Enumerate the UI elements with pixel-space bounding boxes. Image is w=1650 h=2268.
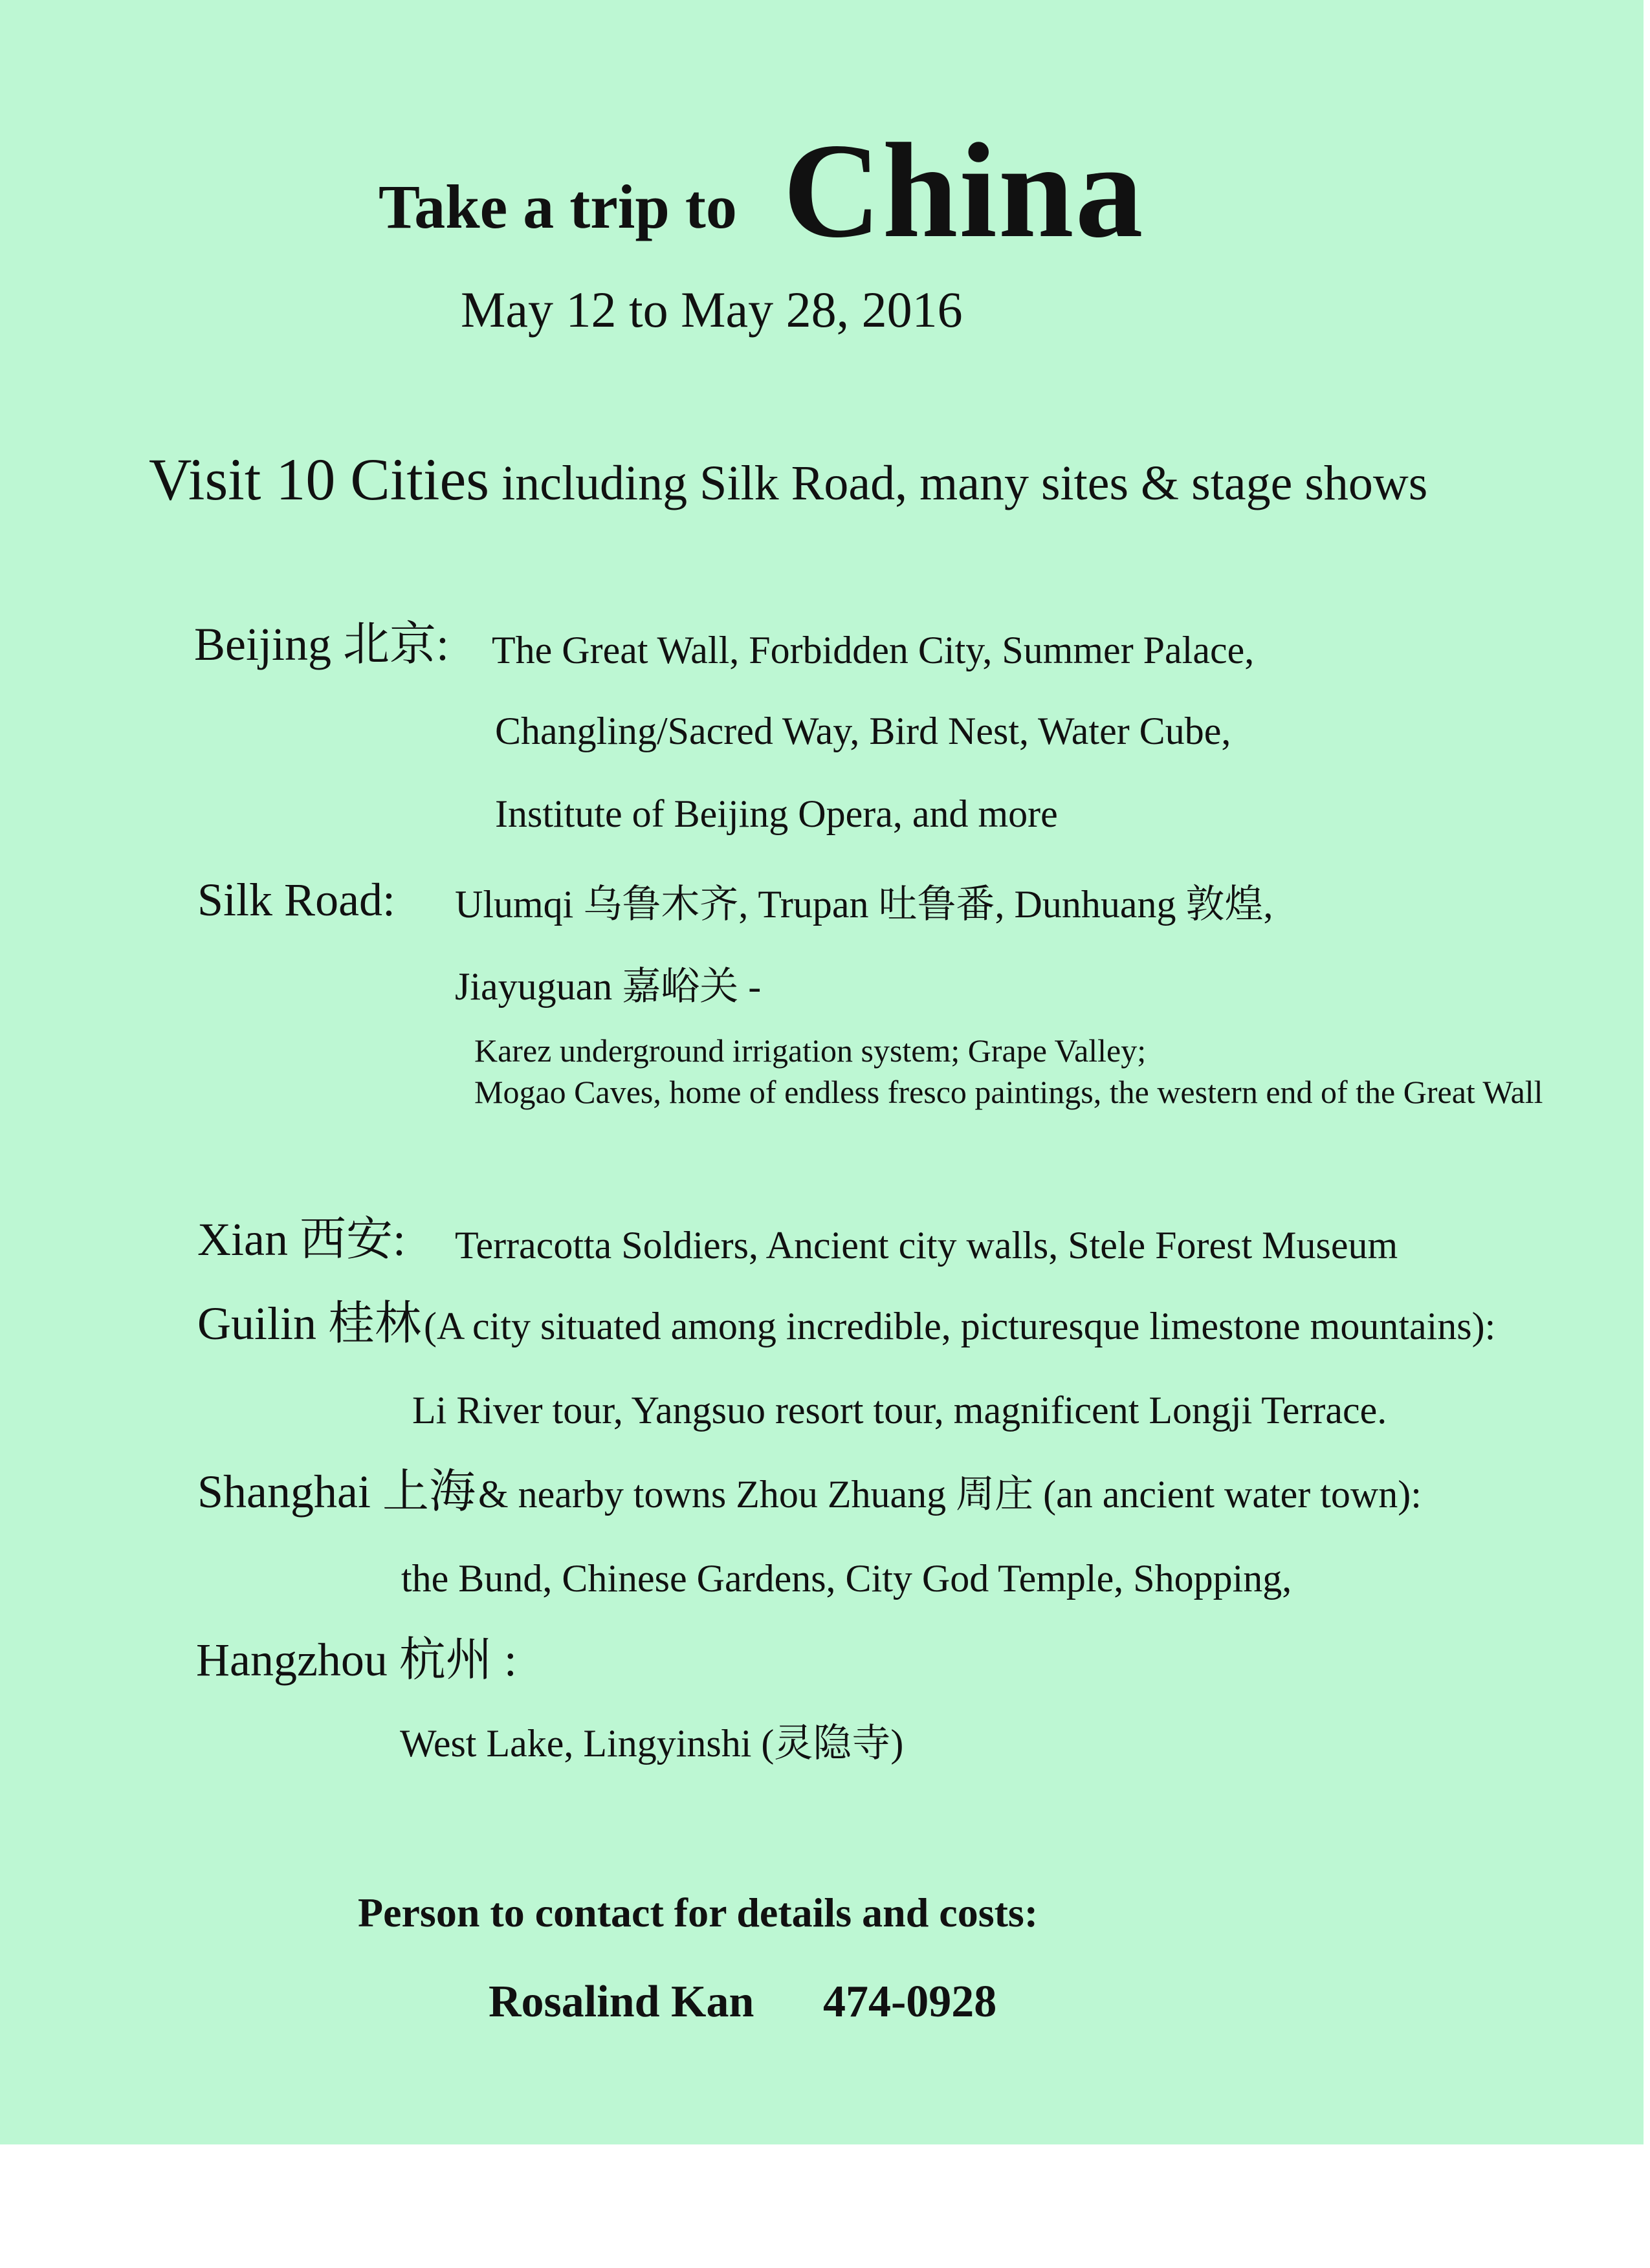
silk-road-line-2: Jiayuguan 嘉峪关 - bbox=[455, 965, 762, 1008]
guilin-heading bbox=[197, 1300, 1495, 1347]
shanghai-description: & nearby towns Zhou Zhuang 周庄 (an ancient water town): bbox=[478, 1473, 1422, 1516]
city-label-beijing: Beijing 北京: bbox=[194, 618, 449, 670]
silk-road-note-1: Karez underground irrigation system; Grape Valley; bbox=[474, 1032, 1147, 1069]
beijing-line-3: Institute of Beijing Opera, and more bbox=[495, 792, 1058, 835]
contact-name: Rosalind Kan bbox=[489, 1977, 754, 2027]
xian-line: Terracotta Soldiers, Ancient city walls, Stele Forest Museum bbox=[455, 1224, 1398, 1267]
city-label-shanghai: Shanghai 上海 bbox=[197, 1466, 476, 1518]
city-label-hangzhou: Hangzhou 杭州 : bbox=[196, 1634, 517, 1686]
city-label-silk-road: Silk Road: bbox=[197, 874, 396, 926]
headline bbox=[149, 446, 1428, 512]
title-lead: Take a trip to bbox=[379, 172, 737, 241]
title-destination: China bbox=[783, 116, 1145, 266]
beijing-line-1: The Great Wall, Forbidden City, Summer Palace, bbox=[492, 629, 1255, 671]
guilin-description: (A city situated among incredible, picturesque limestone mountains): bbox=[424, 1305, 1496, 1347]
trip-dates: May 12 to May 28, 2016 bbox=[461, 281, 963, 338]
shanghai-heading bbox=[197, 1466, 1422, 1518]
hangzhou-line: West Lake, Lingyinshi (灵隐寺) bbox=[400, 1722, 904, 1765]
city-label-xian: Xian 西安: bbox=[197, 1214, 406, 1265]
beijing-line-2: Changling/Sacred Way, Bird Nest, Water Cube, bbox=[495, 710, 1231, 752]
contact-label: Person to contact for details and costs: bbox=[358, 1890, 1039, 1935]
headline-rest: including Silk Road, many sites & stage shows bbox=[501, 456, 1428, 510]
contact-phone: 474-0928 bbox=[823, 1977, 997, 2027]
shanghai-line: the Bund, Chinese Gardens, City God Temple, Shopping, bbox=[401, 1557, 1292, 1600]
guilin-line: Li River tour, Yangsuo resort tour, magnificent Longji Terrace. bbox=[412, 1389, 1387, 1432]
silk-road-line-1: Ulumqi 乌鲁木齐, Trupan 吐鲁番, Dunhuang 敦煌, bbox=[455, 883, 1273, 926]
silk-road-note-2: Mogao Caves, home of endless fresco paintings, the western end of the Great Wall bbox=[474, 1074, 1543, 1110]
city-label-guilin: Guilin 桂林 bbox=[197, 1298, 422, 1349]
headline-big: Visit 10 Cities bbox=[149, 446, 490, 512]
